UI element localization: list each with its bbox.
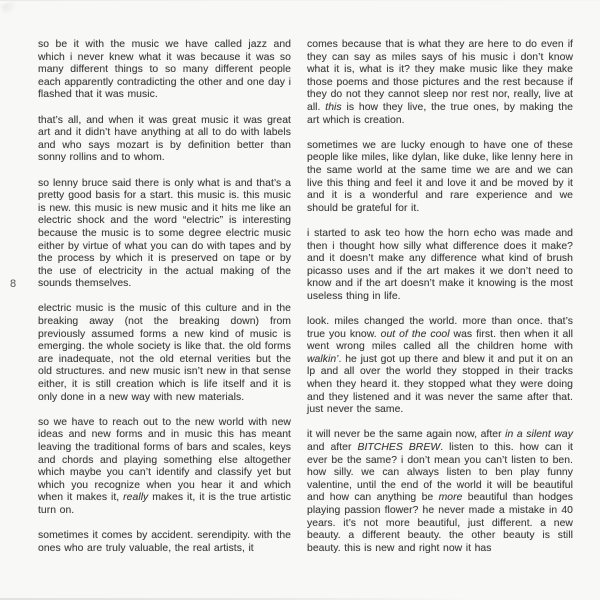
paragraph (307, 316, 573, 417)
paragraph (307, 228, 573, 304)
paragraph (38, 417, 291, 518)
text-run: electric music is the music of this culture and in the breaking away (not the breaking down) from previously assumed forms a new kind of music is emerging. the whole society is like that. the old forms are inadequate, not the old eternal verities but the old structures. and new music isn’t new in that sense either, it is still creation which is life itself and it is only done in a new way with new materials. (38, 303, 291, 403)
italic-text-run: walkin’ (307, 353, 339, 365)
paragraph (38, 178, 291, 291)
paragraph (307, 140, 573, 216)
text-run: and after (307, 442, 358, 453)
page-number: 8 (10, 278, 17, 290)
text-run: that’s all, and when it was great music it was great art and it didn’t have anything at all to do with labels and who says mozart is by definition better than sonny rollins and to whom. (38, 114, 291, 164)
text-run: sometimes it comes by accident. serendipity. with the ones who are truly valuable, the real artists, it (38, 530, 291, 554)
left-text-column (38, 39, 291, 555)
text-run: was first. then when it all went wrong miles called all the children home with (307, 328, 574, 353)
paragraph (38, 115, 291, 165)
paragraph (38, 303, 291, 404)
text-run: so we have to reach out to the new world with new ideas and new forms and in music this has meant leaving the traditional forms of bars and scales, keys and chords and playing something else altogether which maybe you can’t identify and classify yet but which you recognize when you hear it and which when it makes it, (38, 416, 291, 504)
scan-smudge (0, 0, 19, 16)
text-run: sometimes we are lucky enough to have one of these people like miles, like dylan, like duke, like lenny here in the same world at the same time we are and we can live this thing and feel it and love it and be moved by it and it is a wonderful and rare experience and we should be grateful for it. (307, 139, 573, 214)
italic-text-run: out of the cool (380, 328, 450, 340)
paragraph (307, 39, 573, 127)
italic-text-run: really (123, 492, 149, 504)
text-run: look. miles changed the world. more than once. that’s true you know. (307, 316, 573, 340)
text-run: . he just got up there and blew it and put it on an lp and all over the world they stopped in their tracks when they heard it. they stopped what they were doing and they listened and it was never the same after that. just never the same. (307, 353, 573, 416)
scan-edge-top (0, 0, 600, 1)
paragraph (38, 530, 291, 555)
text-run: so lenny bruce said there is only what is and that’s a pretty good basis for a start. this music is. this music is new. this music is new music and it hits me like an electric shock and the word “electric” is interesting because the music is to some degree electric music either by virtue of what you can do with tapes and by the process by which it is preserved on tape or by the use of electricity in the actual making of the sounds themselves. (38, 177, 291, 290)
italic-text-run: BITCHES BREW (357, 442, 441, 453)
italic-text-run: more (438, 492, 463, 504)
text-run: beautiful than hodges playing passion flower? he never made a mistake in 40 years. it’s not more beautiful, just different. a new beauty. a different beauty. the other beauty is still beauty. this is new and right now it has (307, 492, 573, 554)
text-run: . listen to this. how can it ever be the same? i don’t mean you can’t listen to ben. how silly. we can always listen to ben play funny valentine, until the end of the world it will be beautiful and how can anything be (307, 442, 573, 504)
text-run: comes because that is what they are here to do even if they can say as miles says of his music i don’t know what it is, what is it? they make music like they make those poems and those pictures and the rest because if they do not they cannot sleep nor rest nor, really, live at all. (307, 39, 573, 113)
italic-text-run: this (325, 101, 342, 113)
right-text-column (307, 39, 573, 555)
paragraph (307, 429, 573, 555)
paragraph (38, 39, 291, 102)
text-run: is how they live, the true ones, by making the art which is creation. (307, 101, 573, 126)
text-run: i started to ask teo how the horn echo was made and then i thought how silly what difference does it make? and it doesn’t make any difference what kind of brush picasso uses and if the art makes it we don’t need to know and if the art doesn’t make it knowing is the most useless thing in life. (307, 227, 573, 302)
text-run: it will never be the same again now, after (307, 429, 506, 441)
text-run: makes it, it is the true artistic turn on. (38, 492, 291, 516)
italic-text-run: in a silent way (505, 429, 573, 441)
text-run: so be it with the music we have called jazz and which i never knew what it was because it was so many different things to so many different people each apparently contradicting the other and one day i flashed that it was music. (38, 39, 291, 101)
